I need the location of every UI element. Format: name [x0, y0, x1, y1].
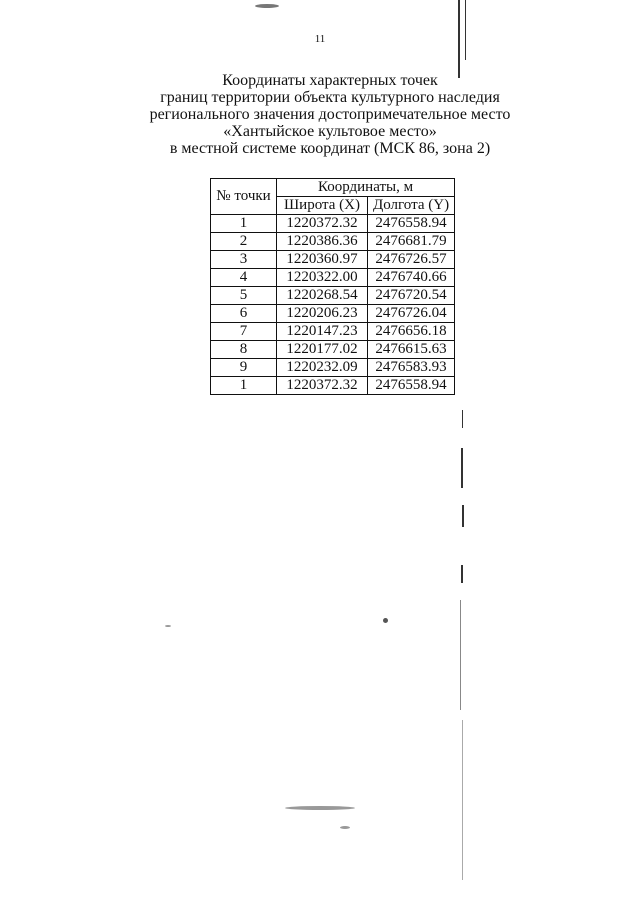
cell-x: 1220372.32: [277, 215, 368, 233]
cell-point: 9: [211, 359, 277, 377]
scan-edge-line: [458, 0, 460, 78]
table-header-row: [211, 179, 455, 197]
title-line: в местной системе координат (МСК 86, зона 2): [169, 140, 491, 157]
cell-x: 1220177.02: [277, 341, 368, 359]
title-line: регионального значения достопримечательное место: [149, 106, 511, 123]
cell-y: 2476720.54: [368, 287, 455, 305]
document-title: [0, 72, 640, 157]
table-row: [211, 251, 455, 269]
scan-speck: [255, 4, 279, 8]
table-row: [211, 305, 455, 323]
title-line: границ территории объекта культурного наследия: [160, 89, 500, 106]
cell-point: 7: [211, 323, 277, 341]
cell-y: 2476726.57: [368, 251, 455, 269]
header-point-number: № точки: [211, 179, 277, 215]
scan-edge-line: [465, 0, 466, 60]
cell-y: 2476583.93: [368, 359, 455, 377]
table-row: [211, 377, 455, 395]
title-line: Координаты характерных точек: [222, 72, 438, 89]
cell-point: 3: [211, 251, 277, 269]
scan-edge-line: [461, 565, 463, 583]
scan-speck: [165, 625, 171, 627]
scan-edge-line: [462, 410, 463, 428]
cell-x: 1220147.23: [277, 323, 368, 341]
cell-y: 2476726.04: [368, 305, 455, 323]
cell-point: 6: [211, 305, 277, 323]
table-row: [211, 341, 455, 359]
cell-point: 8: [211, 341, 277, 359]
cell-x: 1220206.23: [277, 305, 368, 323]
title-line: «Хантыйское культовое место»: [223, 123, 437, 140]
cell-y: 2476558.94: [368, 215, 455, 233]
cell-y: 2476740.66: [368, 269, 455, 287]
page-number: 11: [314, 33, 326, 45]
scan-edge-line: [462, 720, 463, 880]
cell-x: 1220372.32: [277, 377, 368, 395]
cell-point: 1: [211, 377, 277, 395]
scan-edge-line: [462, 505, 464, 527]
cell-point: 5: [211, 287, 277, 305]
table-row: [211, 287, 455, 305]
scan-edge-line: [461, 448, 463, 488]
header-latitude-x: Широта (X): [277, 197, 368, 215]
scan-speck: [340, 826, 350, 829]
cell-point: 2: [211, 233, 277, 251]
cell-x: 1220360.97: [277, 251, 368, 269]
cell-x: 1220232.09: [277, 359, 368, 377]
coordinates-table: [210, 178, 455, 395]
table-row: [211, 269, 455, 287]
cell-y: 2476656.18: [368, 323, 455, 341]
cell-x: 1220268.54: [277, 287, 368, 305]
cell-y: 2476558.94: [368, 377, 455, 395]
cell-point: 1: [211, 215, 277, 233]
table-row: [211, 233, 455, 251]
table-body: [211, 215, 455, 395]
cell-y: 2476615.63: [368, 341, 455, 359]
header-coordinates: Координаты, м: [277, 179, 455, 197]
cell-y: 2476681.79: [368, 233, 455, 251]
cell-point: 4: [211, 269, 277, 287]
scan-edge-line: [460, 600, 461, 710]
scan-speck: [383, 618, 388, 623]
cell-x: 1220322.00: [277, 269, 368, 287]
table-row: [211, 215, 455, 233]
cell-x: 1220386.36: [277, 233, 368, 251]
scan-speck: [285, 806, 355, 810]
table-row: [211, 359, 455, 377]
header-longitude-y: Долгота (Y): [368, 197, 455, 215]
table-row: [211, 323, 455, 341]
